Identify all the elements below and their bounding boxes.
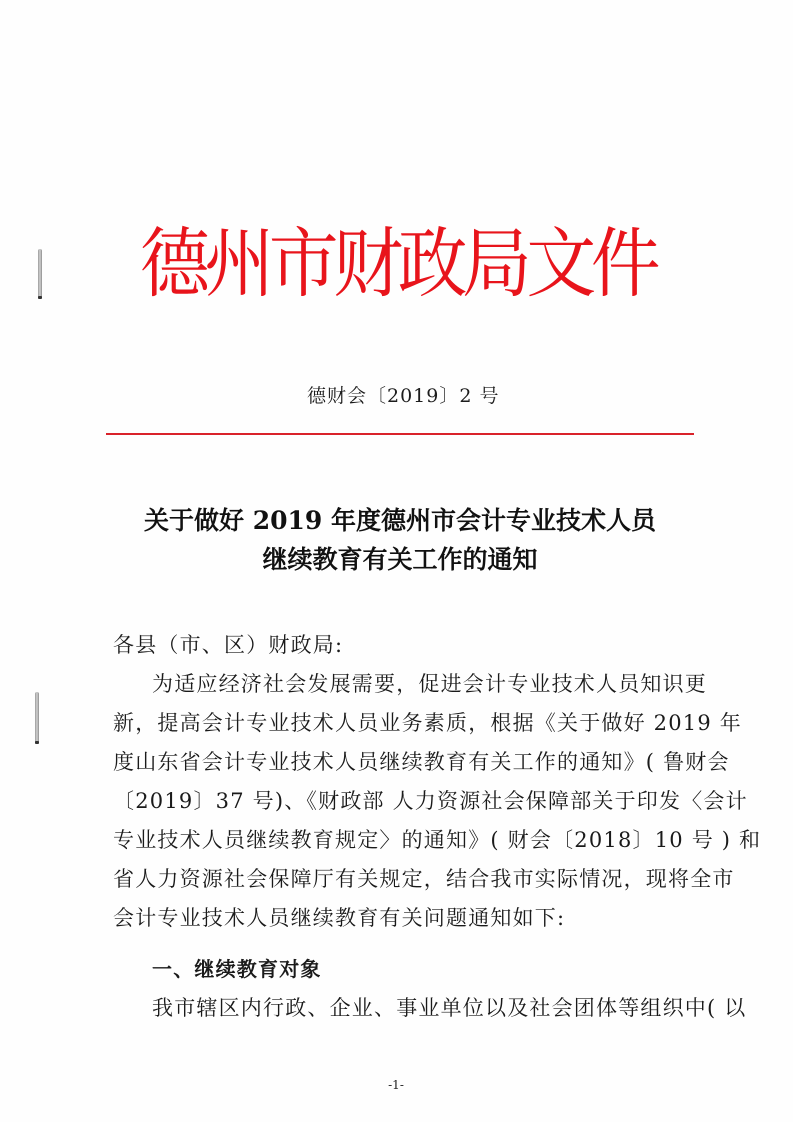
paragraph-line: 〔2019〕37 号)、《财政部 人力资源社会保障部关于印发〈会计 xyxy=(113,789,748,813)
staple-bottom xyxy=(35,692,39,744)
page-number: -1- xyxy=(388,1078,404,1092)
section-paragraph-line: 我市辖区内行政、企业、事业单位以及社会团体等组织中( 以 xyxy=(152,996,747,1020)
red-divider-line xyxy=(106,433,694,435)
section-heading: 一、继续教育对象 xyxy=(152,957,322,981)
paragraph-line: 度山东省会计专业技术人员继续教育有关工作的通知》( 鲁财会 xyxy=(113,750,730,774)
paragraph-line: 专业技术人员继续教育规定〉的通知》( 财会〔2018〕10 号 ) 和 xyxy=(113,828,762,852)
salutation: 各县（市、区）财政局: xyxy=(113,633,344,657)
staple-top xyxy=(38,249,42,299)
paragraph-line: 为适应经济社会发展需要，促进会计专业技术人员知识更 xyxy=(152,672,707,696)
paragraph-line: 新，提高会计专业技术人员业务素质，根据《关于做好 2019 年 xyxy=(113,711,742,735)
notice-title-line-2: 继续教育有关工作的通知 xyxy=(262,545,538,574)
notice-title-line-1: 关于做好 2019 年度德州市会计专业技术人员 xyxy=(144,506,656,535)
document-number: 德财会〔2019〕2 号 xyxy=(307,385,500,407)
paragraph-line: 省人力资源社会保障厅有关规定，结合我市实际情况，现将全市 xyxy=(113,867,735,891)
masthead-title: 德州市财政局文件 xyxy=(140,219,656,308)
paragraph-line: 会计专业技术人员继续教育有关问题通知如下: xyxy=(113,906,566,930)
